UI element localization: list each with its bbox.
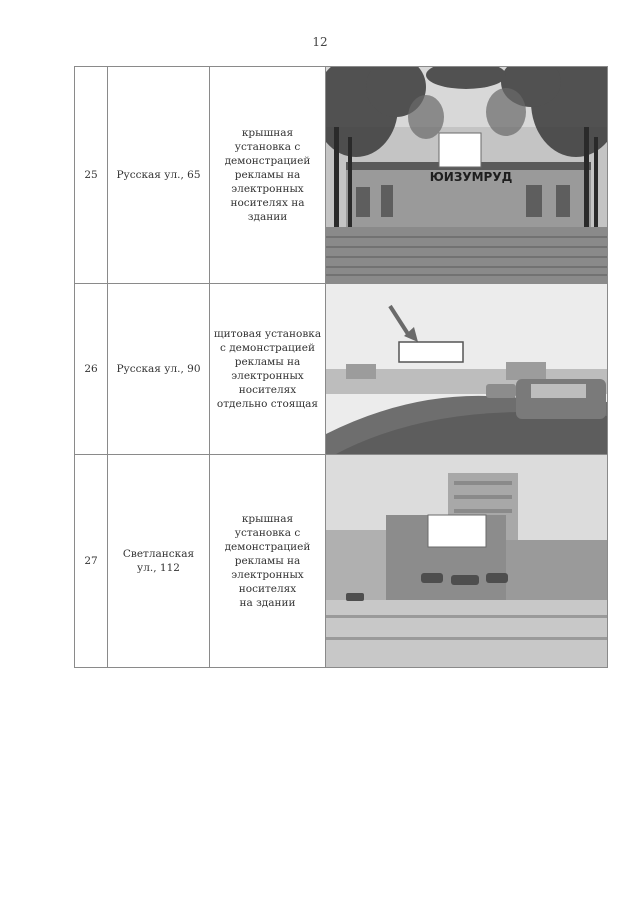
type-line: носителях [238, 583, 297, 595]
type-line: здании [247, 211, 288, 223]
type-line: носителях на [230, 197, 305, 209]
street-photo-26 [326, 284, 607, 454]
city-photo-27 [326, 455, 607, 667]
address-cell [108, 455, 210, 668]
table-row [75, 455, 608, 668]
row-number: 27 [75, 455, 108, 668]
installation-type-cell [210, 455, 326, 668]
table-row [75, 284, 608, 455]
address-text: Русская ул., 90 [116, 363, 201, 375]
type-line: крышная [241, 513, 294, 525]
installation-type-cell [210, 284, 326, 455]
type-line: рекламы на [234, 356, 301, 368]
address-text: Русская ул., 65 [116, 169, 201, 181]
type-line: электронных [231, 183, 304, 195]
type-line: крышная [241, 127, 294, 139]
row-number: 26 [75, 284, 108, 455]
type-line: с демонстрацией [219, 342, 316, 354]
row-number: 25 [75, 67, 108, 284]
type-line: демонстрацией [224, 155, 311, 167]
type-line: электронных [231, 569, 304, 581]
table-row [75, 67, 608, 284]
type-line: отдельно стоящая [216, 398, 319, 410]
type-line: установка с [234, 527, 301, 539]
address-cell [108, 284, 210, 455]
photo-cell [326, 284, 608, 455]
photo-cell [326, 67, 608, 284]
building-photo-25 [326, 67, 607, 283]
placements-table [74, 66, 608, 668]
address-line: Светланская [122, 548, 195, 560]
type-line: рекламы на [234, 169, 301, 181]
type-line: носителях [238, 384, 297, 396]
photo-sign-text: ЮИЗУМРУД [429, 170, 513, 184]
type-line: демонстрацией [224, 541, 311, 553]
photo-cell [326, 455, 608, 668]
address-line: ул., 112 [137, 562, 180, 574]
type-line: установка с [234, 141, 301, 153]
type-line: щитовая установка [213, 328, 322, 340]
address-cell [108, 67, 210, 284]
page-number: 12 [312, 35, 328, 49]
type-line: электронных [231, 370, 304, 382]
installation-type-cell [210, 67, 326, 284]
type-line: рекламы на [234, 555, 301, 567]
type-line: на здании [239, 597, 296, 609]
